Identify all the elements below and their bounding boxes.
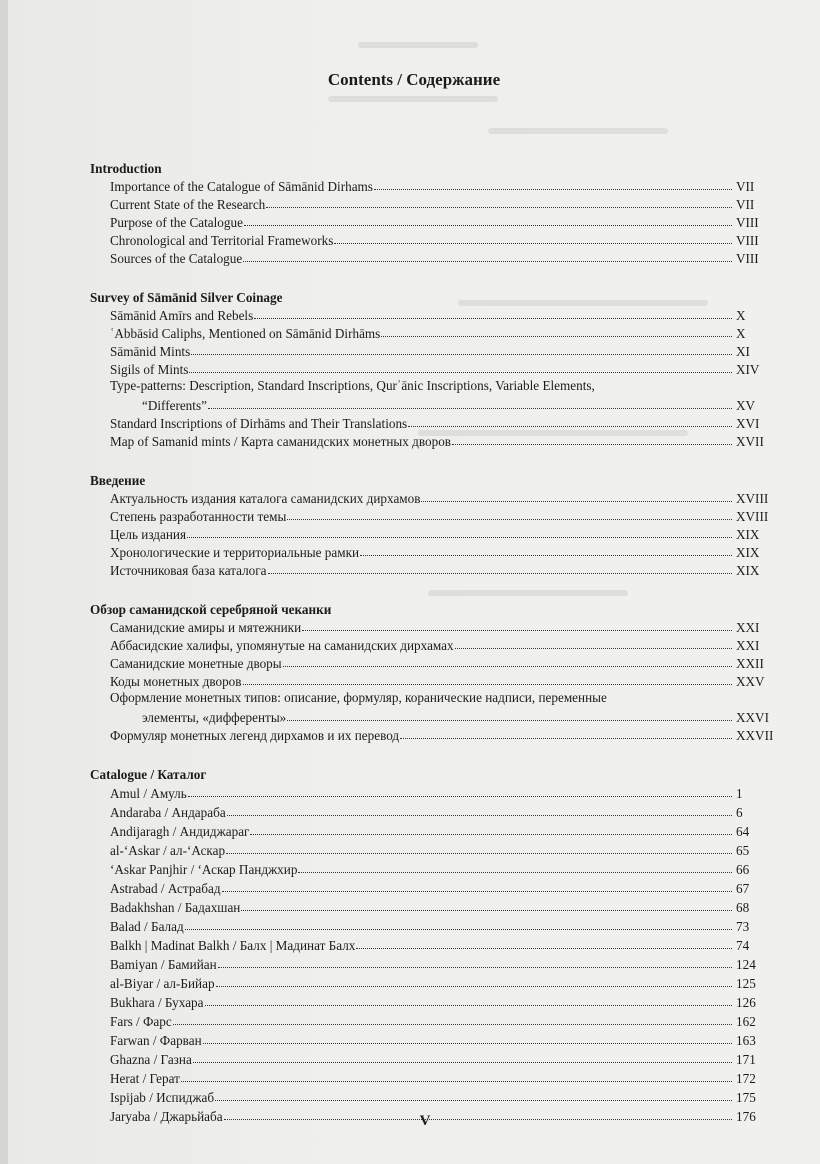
entry-page: XVI — [736, 416, 760, 431]
entry-label: Аббасидские халифы, упомянутые на саманидских дирхамах — [110, 638, 454, 653]
toc-entry[interactable] — [90, 636, 770, 654]
toc-entry[interactable] — [90, 1030, 770, 1049]
leader-dots — [216, 986, 732, 987]
page-title: Contents / Содержание — [327, 70, 501, 89]
toc-entry[interactable] — [90, 213, 770, 231]
entry-page: XVII — [736, 434, 764, 449]
toc-entry[interactable] — [90, 654, 770, 672]
entry-label: ʻAskar Panjhir / ʻАскар Панджхир — [110, 862, 298, 877]
entry-page: VIII — [736, 215, 759, 230]
entry-page: 176 — [736, 1109, 756, 1124]
entry-page: XXII — [736, 656, 764, 671]
leader-dots — [243, 261, 732, 262]
entry-page: X — [736, 326, 746, 341]
entry-label: Саманидские амиры и мятежники — [110, 620, 302, 635]
toc-entry[interactable] — [90, 672, 770, 690]
entry-label: Актуальность издания каталога саманидских дирхамов — [110, 491, 421, 506]
toc-entry[interactable] — [90, 992, 770, 1011]
entry-label: Purpose of the Catalogue — [110, 215, 243, 230]
leader-dots — [244, 225, 732, 226]
page-number: V — [419, 1113, 431, 1129]
leader-dots — [268, 573, 732, 574]
section-vvedenie — [90, 472, 770, 579]
entry-label: Balad / Балад — [110, 919, 184, 934]
entry-page: VIII — [736, 251, 759, 266]
leader-dots — [374, 189, 732, 190]
entry-label: ʿAbbāsid Caliphs, Mentioned on Sāmānid Dirhāms — [110, 326, 381, 341]
leader-dots — [283, 666, 732, 667]
leader-dots — [356, 948, 732, 949]
entry-page: 163 — [736, 1033, 756, 1048]
entry-label: Balkh | Madinat Balkh / Балх | Мадинат Балх — [110, 938, 356, 953]
section-heading: Introduction — [90, 161, 162, 176]
entry-label: Цель издания — [110, 527, 187, 542]
entry-page: 162 — [736, 1014, 756, 1029]
section-obzor — [90, 601, 774, 744]
leader-dots — [241, 910, 732, 911]
section-catalogue — [90, 766, 770, 1125]
entry-page: 124 — [736, 957, 756, 972]
toc-entry[interactable] — [90, 821, 770, 840]
entry-label: al-Biyar / ал-Бийар — [110, 976, 215, 991]
entry-label: Astrabad / Астрабад — [110, 881, 221, 896]
leader-dots — [193, 1062, 732, 1063]
entry-label: Fars / Фарс — [110, 1014, 172, 1029]
toc-entry[interactable] — [90, 489, 770, 507]
entry-label: Хронологические и территориальные рамки — [110, 545, 360, 560]
toc-entry[interactable] — [90, 840, 770, 859]
leader-dots — [254, 318, 732, 319]
entry-label: Ispijab / Испиджаб — [110, 1090, 215, 1105]
section-heading: Catalogue / Каталог — [90, 767, 207, 782]
leader-dots — [250, 834, 732, 835]
leader-dots — [227, 815, 732, 816]
leader-dots — [287, 720, 732, 721]
toc-entry[interactable] — [90, 414, 770, 432]
leader-dots — [243, 684, 733, 685]
leader-dots — [218, 967, 732, 968]
document-page — [8, 0, 820, 1164]
toc-entry[interactable] — [90, 249, 770, 267]
entry-label: “Differents” — [142, 398, 207, 413]
entry-page: XIV — [736, 362, 760, 377]
leader-dots — [188, 796, 732, 797]
entry-label: Ghazna / Газна — [110, 1052, 192, 1067]
toc-entry[interactable] — [90, 618, 770, 636]
entry-page: 64 — [736, 824, 750, 839]
entry-page: XV — [736, 398, 756, 413]
entry-label: Farwan / Фарван — [110, 1033, 202, 1048]
entry-label: Andijaragh / Андиджараг — [110, 824, 250, 839]
toc-entry[interactable] — [90, 432, 770, 450]
entry-page: VII — [736, 197, 755, 212]
table-of-contents — [90, 160, 774, 1147]
leader-dots — [187, 537, 732, 538]
entry-page: 126 — [736, 995, 756, 1010]
leader-dots — [208, 408, 732, 409]
toc-entry[interactable] — [90, 973, 770, 992]
entry-label: Current State of the Research — [110, 197, 266, 212]
entry-page: 175 — [736, 1090, 756, 1105]
entry-page: XIX — [736, 527, 760, 542]
leader-dots — [189, 372, 732, 373]
toc-entry[interactable] — [90, 878, 770, 897]
entry-page: 6 — [736, 805, 743, 820]
toc-entry[interactable] — [90, 1049, 770, 1068]
toc-entry[interactable] — [90, 859, 770, 878]
entry-label: Источниковая база каталога — [110, 563, 267, 578]
entry-page: XXVI — [736, 710, 769, 725]
section-survey — [90, 289, 770, 450]
section-introduction — [90, 160, 770, 267]
leader-dots — [381, 336, 732, 337]
entry-page: XXI — [736, 638, 760, 653]
entry-label: Map of Samanid mints / Карта саманидских монетных дворов — [110, 434, 452, 449]
entry-page: 68 — [736, 900, 750, 915]
leader-dots — [298, 872, 732, 873]
leader-dots — [203, 1043, 732, 1044]
toc-entry[interactable] — [90, 783, 770, 802]
toc-entry-multiline-first[interactable]: Type-patterns: Description, Standard Inscriptions, Qurʾānic Inscriptions, Variable Elements, — [110, 378, 595, 393]
entry-page: X — [736, 308, 746, 323]
entry-page: 73 — [736, 919, 750, 934]
toc-entry[interactable] — [90, 1087, 770, 1106]
toc-entry-multiline-first[interactable]: Оформление монетных типов: описание, формуляр, коранические надписи, переменные — [110, 690, 607, 705]
toc-entry[interactable] — [90, 231, 770, 249]
leader-dots — [287, 519, 732, 520]
toc-entry[interactable] — [90, 306, 770, 324]
entry-page: 125 — [736, 976, 756, 991]
entry-page: XXV — [736, 674, 765, 689]
toc-entry[interactable] — [90, 342, 770, 360]
leader-dots — [226, 853, 732, 854]
entry-page: XIX — [736, 545, 760, 560]
toc-entry[interactable] — [90, 1011, 770, 1030]
entry-label: Amul / Амуль — [110, 786, 187, 801]
entry-label: Jaryaba / Джарьйаба — [110, 1109, 223, 1124]
entry-label: Bamiyan / Бамийан — [110, 957, 217, 972]
entry-page: XI — [736, 344, 750, 359]
leader-dots — [302, 630, 732, 631]
leader-dots — [360, 555, 732, 556]
entry-label: Саманидские монетные дворы — [110, 656, 282, 671]
leader-dots — [205, 1005, 733, 1006]
toc-entry[interactable] — [90, 708, 770, 726]
toc-entry[interactable] — [90, 543, 770, 561]
section-heading: Обзор саманидской серебряной чеканки — [90, 602, 332, 617]
toc-entry[interactable] — [90, 802, 770, 821]
leader-dots — [191, 354, 732, 355]
entry-page: XIX — [736, 563, 760, 578]
leader-dots — [334, 243, 732, 244]
toc-entry[interactable] — [90, 561, 770, 579]
leader-dots — [222, 891, 732, 892]
entry-label: Sigils of Mints — [110, 362, 189, 377]
entry-label: Herat / Герат — [110, 1071, 180, 1086]
entry-label: Коды монетных дворов — [110, 674, 242, 689]
leader-dots — [266, 207, 732, 208]
entry-page: VIII — [736, 233, 759, 248]
entry-page: XXVII — [736, 728, 774, 743]
entry-label: Chronological and Territorial Frameworks — [110, 233, 334, 248]
entry-page: 74 — [736, 938, 750, 953]
toc-entry[interactable] — [90, 324, 770, 342]
entry-page: XVIII — [736, 491, 769, 506]
toc-entry[interactable] — [90, 935, 770, 954]
leader-dots — [181, 1081, 732, 1082]
entry-page: 1 — [736, 786, 743, 801]
leader-dots — [421, 501, 732, 502]
entry-label: Sāmānid Amīrs and Rebels — [110, 308, 254, 323]
entry-label: Sources of the Catalogue — [110, 251, 243, 266]
entry-label: Sāmānid Mints — [110, 344, 191, 359]
entry-label: Формуляр монетных легенд дирхамов и их перевод — [110, 728, 400, 743]
entry-page: 66 — [736, 862, 750, 877]
section-heading: Введение — [90, 473, 146, 488]
leader-dots — [452, 444, 732, 445]
entry-label: Bukhara / Бухара — [110, 995, 204, 1010]
toc-entry[interactable] — [90, 360, 770, 378]
leader-dots — [215, 1100, 732, 1101]
entry-page: VII — [736, 179, 755, 194]
entry-label: элементы, «дифференты» — [142, 710, 287, 725]
leader-dots — [185, 929, 732, 930]
entry-page: 171 — [736, 1052, 756, 1067]
entry-label: Standard Inscriptions of Dirhāms and Their Translations — [110, 416, 408, 431]
leader-dots — [400, 738, 732, 739]
toc-entry[interactable] — [90, 177, 770, 195]
entry-label: Степень разработанности темы — [110, 509, 287, 524]
leader-dots — [408, 426, 732, 427]
entry-page: XXI — [736, 620, 760, 635]
toc-entry[interactable] — [90, 396, 770, 414]
toc-entry[interactable] — [90, 916, 770, 935]
entry-label: Andaraba / Андараба — [110, 805, 226, 820]
entry-label: Badakhshan / Бадахшан — [110, 900, 241, 915]
section-heading: Survey of Sāmānid Silver Coinage — [90, 290, 283, 305]
toc-entry[interactable] — [90, 726, 774, 744]
toc-entry[interactable] — [90, 1068, 770, 1087]
leader-dots — [173, 1024, 732, 1025]
toc-entry[interactable] — [90, 507, 770, 525]
entry-page: 67 — [736, 881, 750, 896]
toc-entry[interactable] — [90, 897, 770, 916]
entry-page: 65 — [736, 843, 750, 858]
toc-entry[interactable] — [90, 525, 770, 543]
entry-page: 172 — [736, 1071, 756, 1086]
entry-page: XVIII — [736, 509, 769, 524]
toc-entry[interactable] — [90, 195, 770, 213]
leader-dots — [455, 648, 732, 649]
entry-label: Importance of the Catalogue of Sāmānid Dirhams — [110, 179, 373, 194]
entry-label: al-ʻAskar / ал-ʻАскар — [110, 843, 226, 858]
toc-entry[interactable] — [90, 954, 770, 973]
